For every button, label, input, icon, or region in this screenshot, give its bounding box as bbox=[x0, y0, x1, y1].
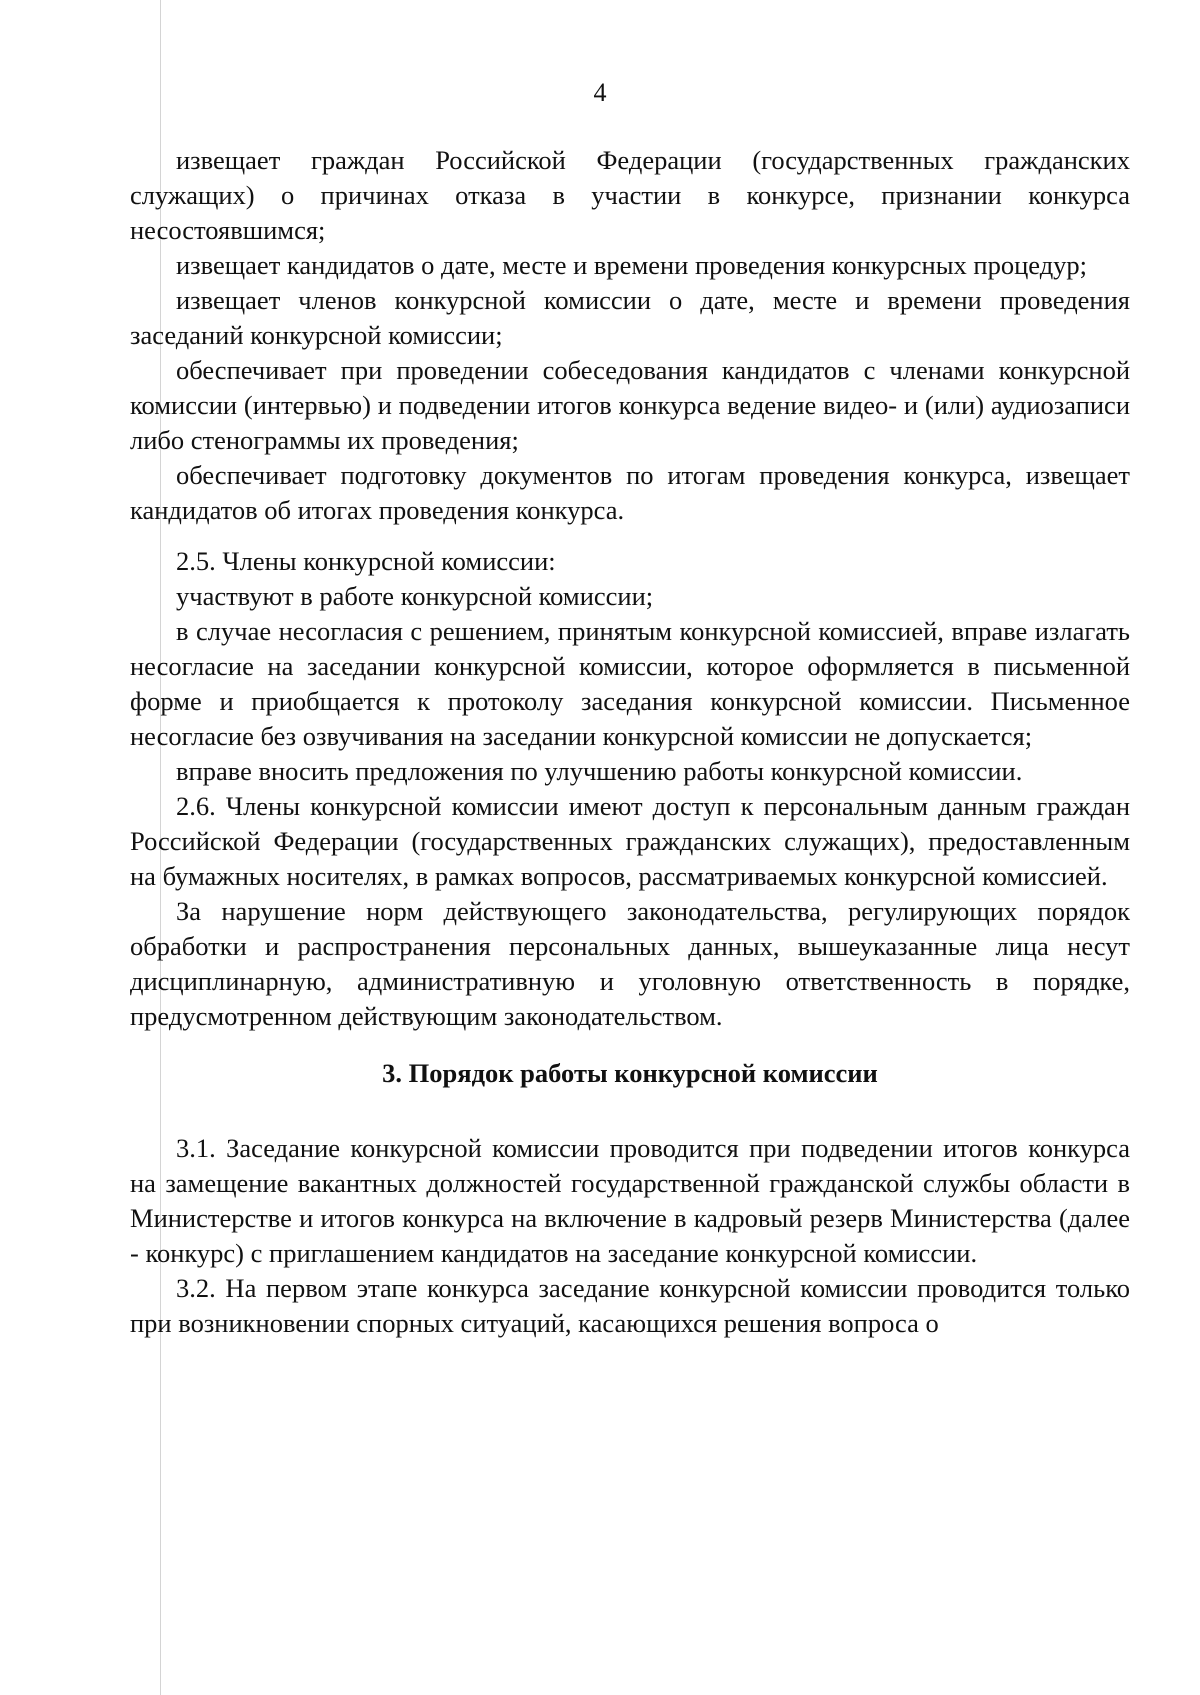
liability-paragraph: За нарушение норм действующего законодательства, регулирующих порядок обработки и распространения персональных данных, вышеуказанные лица несут дисциплинарную, административную и уголовную ответственность в порядке, предусмотренном действующим законодательством. bbox=[130, 896, 1130, 1031]
section-2-5-title: 2.5. Члены конкурсной комиссии: bbox=[176, 546, 556, 576]
section-3-2: 3.2. На первом этапе конкурса заседание конкурсной комиссии проводится только при возникновении спорных ситуаций, касающихся решения вопроса о bbox=[130, 1273, 1130, 1338]
section-2-6: 2.6. Члены конкурсной комиссии имеют доступ к персональным данным граждан Российской Федерации (государственных гражданских служащих), предоставленным на бумажных носителях, в рамках вопросов, рассматриваемых конкурсной комиссией. bbox=[130, 791, 1130, 891]
paragraph-notify-citizens: извещает граждан Российской Федерации (государственных гражданских служащих) о причинах отказа в участии в конкурсе, признании конкурса несостоявшимся; bbox=[130, 145, 1130, 245]
paragraph-notify-candidates: извещает кандидатов о дате, месте и времени проведения конкурсных процедур; bbox=[176, 250, 1088, 280]
section-2-5-item: вправе вносить предложения по улучшению работы конкурсной комиссии. bbox=[176, 756, 1023, 786]
paragraph-recording: обеспечивает при проведении собеседования кандидатов с членами конкурсной комиссии (интервью) и подведении итогов конкурса ведение видео- и (или) аудиозаписи либо стенограммы их проведения; bbox=[130, 355, 1130, 455]
paragraph-documents: обеспечивает подготовку документов по итогам проведения конкурса, извещает кандидатов об итогах проведения конкурса. bbox=[130, 460, 1130, 525]
section-2-5-item: в случае несогласия с решением, принятым конкурсной комиссией, вправе излагать несогласие на заседании конкурсной комиссии, которое оформляется в письменной форме и приобщается к протоколу заседания конкурсной комиссии. Письменное несогласие без озвучивания на заседании конкурсной комиссии не допускается; bbox=[130, 616, 1130, 751]
page-number: 4 bbox=[593, 78, 607, 107]
paragraph-notify-members: извещает членов конкурсной комиссии о дате, месте и времени проведения заседаний конкурсной комиссии; bbox=[130, 285, 1130, 350]
section-3-heading: 3. Порядок работы конкурсной комиссии bbox=[382, 1058, 878, 1088]
section-2-5-item: участвуют в работе конкурсной комиссии; bbox=[176, 581, 654, 611]
section-3-1: 3.1. Заседание конкурсной комиссии проводится при подведении итогов конкурса на замещение вакантных должностей государственной гражданской службы области в Министерстве и итогов конкурса на включение в кадровый резерв Министерства (далее - конкурс) с приглашением кандидатов на заседание конкурсной комиссии. bbox=[130, 1133, 1130, 1268]
document-body bbox=[130, 143, 1130, 1341]
